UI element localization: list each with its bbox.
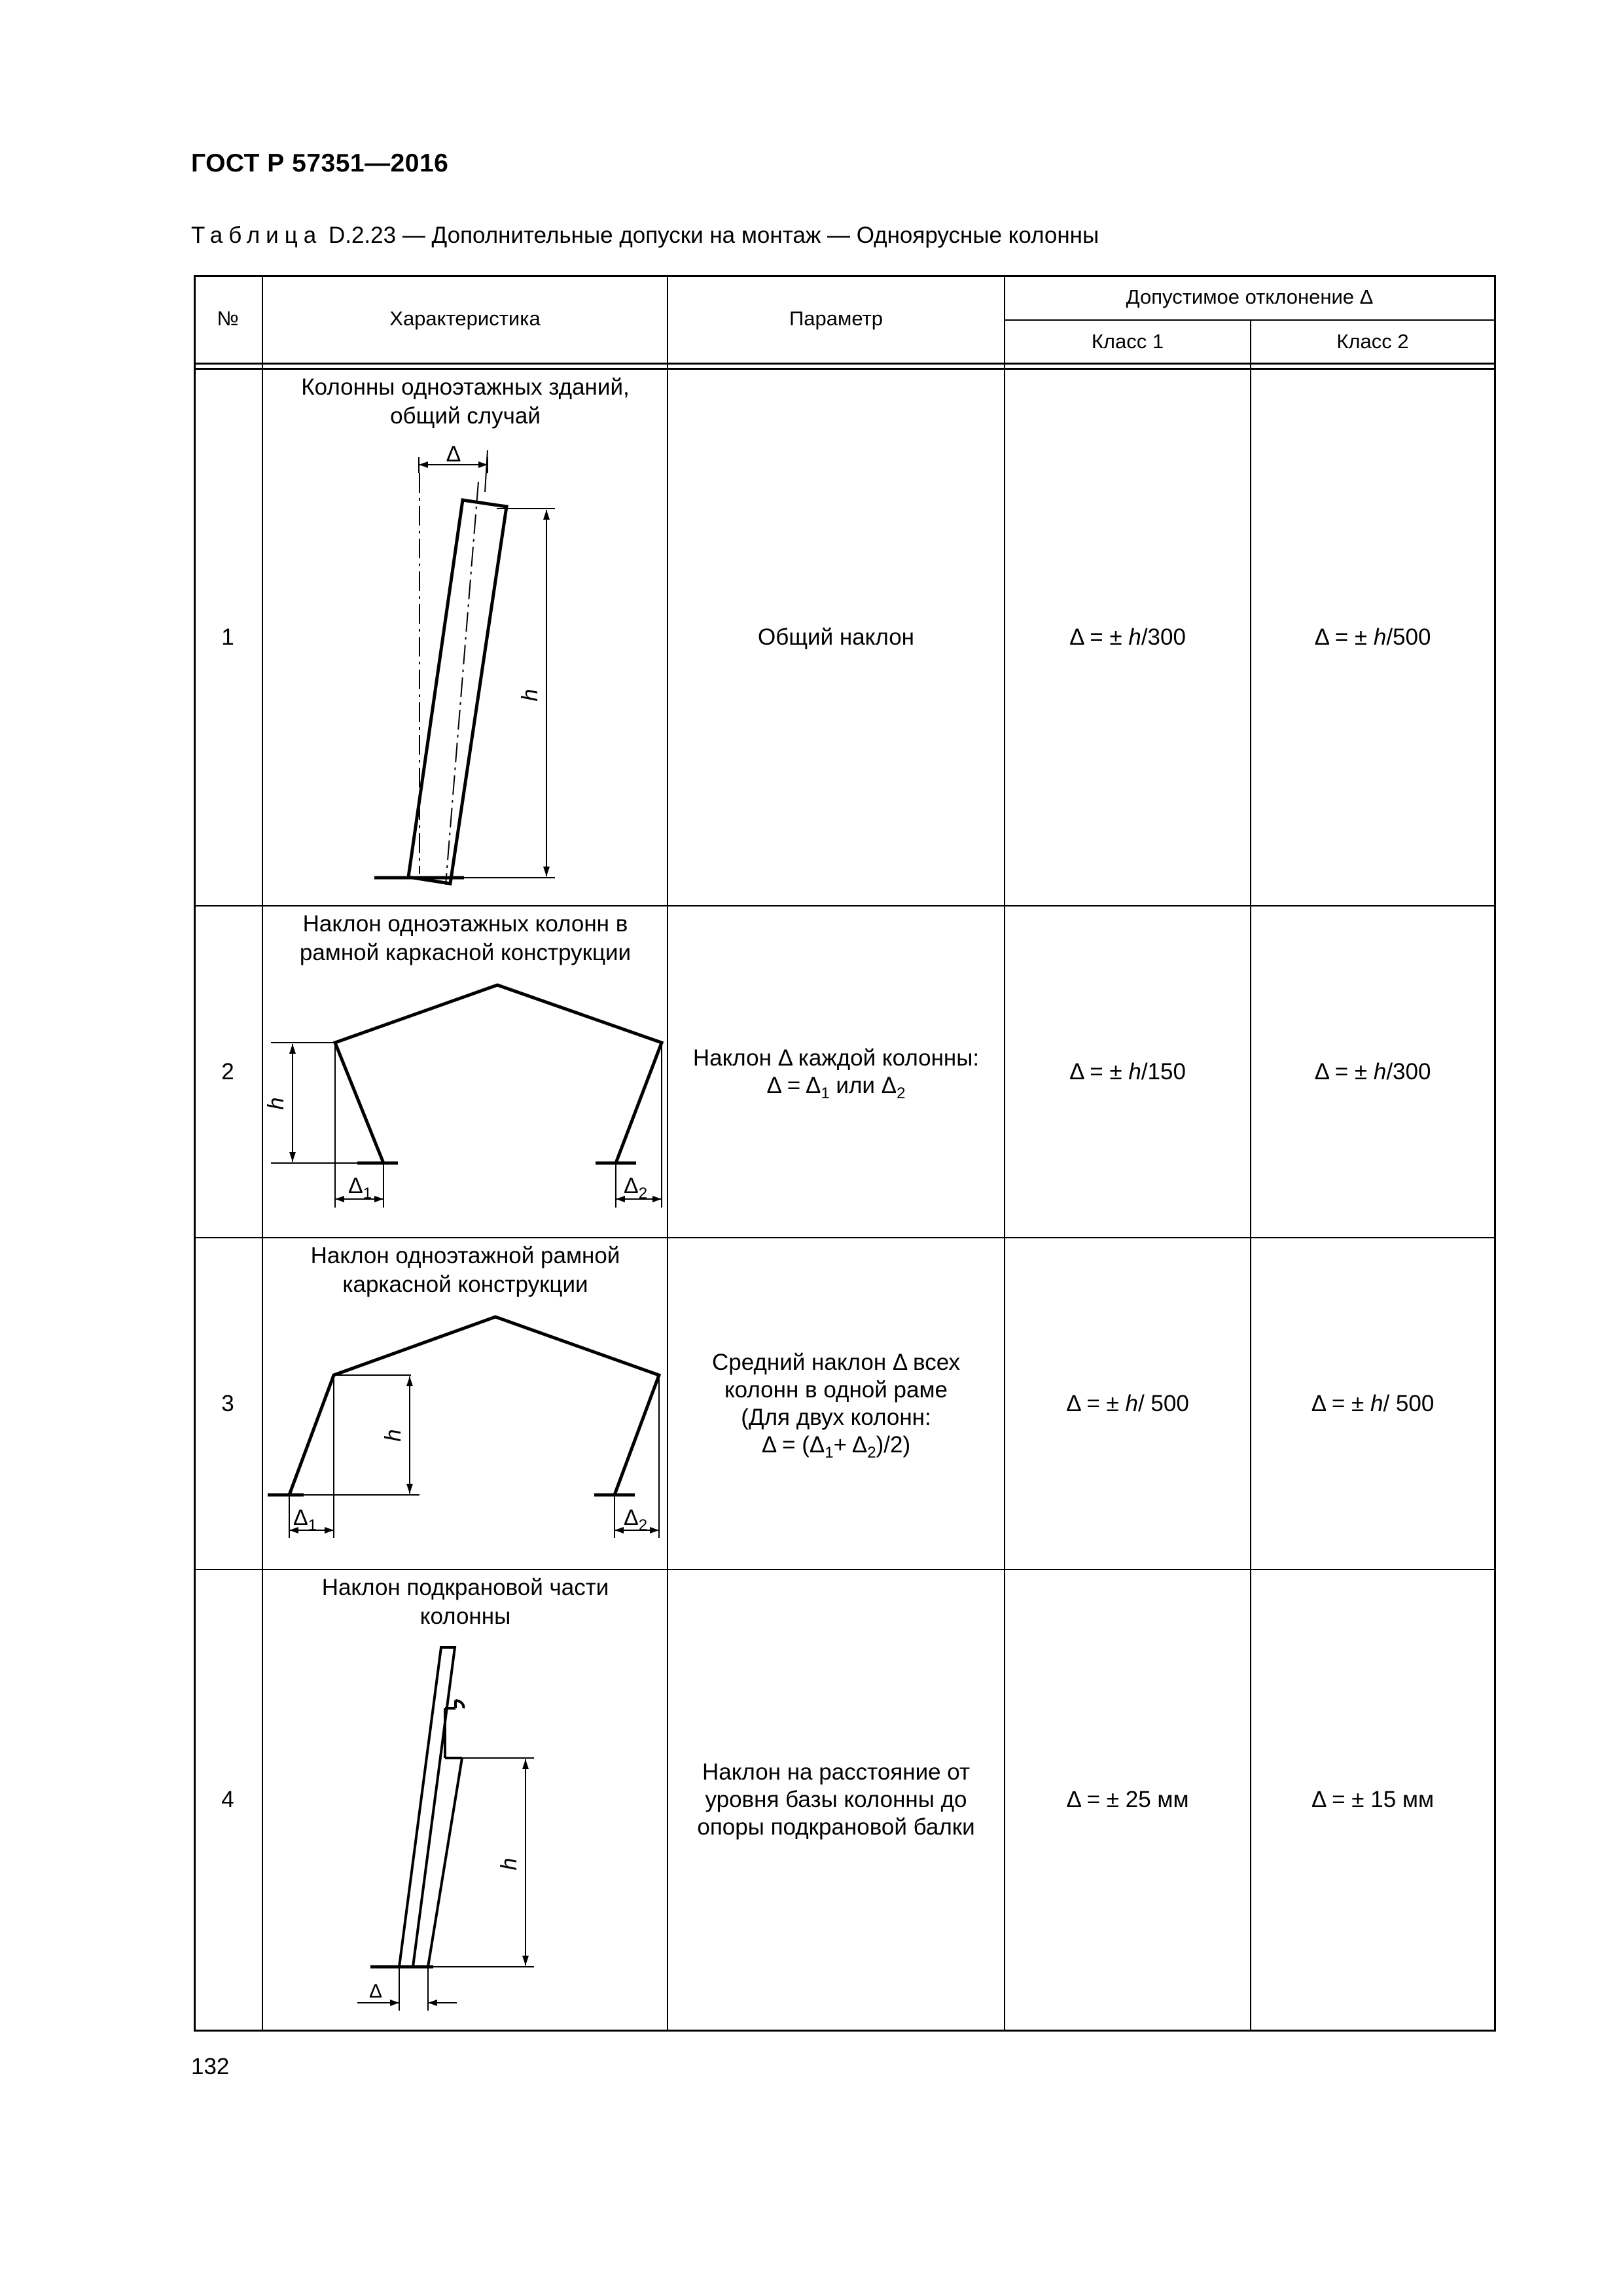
fig3-delta1-label: $\Delta_1$ <box>293 1505 317 1534</box>
row3-class2: Δ = ± h/ 500 <box>1311 1390 1435 1416</box>
standard-number: ГОСТ Р 57351—2016 <box>191 149 449 177</box>
page-number: 132 <box>191 2054 230 2079</box>
fig4-delta-label: Δ <box>369 1981 383 2002</box>
fig1-h-label: h <box>518 689 543 702</box>
row2-parameter: Наклон Δ каждой колонны: $\Delta = \Delta_1$ или $\Delta_2$ <box>692 1045 980 1102</box>
row3-title: Наклон одноэтажной рамной каркасной конструкции <box>310 1243 620 1297</box>
fig3-delta2-label: $\Delta_2$ <box>624 1505 648 1534</box>
fig2-h-label: h <box>264 1097 289 1110</box>
row4-title: Наклон подкрановой части колонны <box>321 1575 609 1629</box>
row2-class1: Δ = ± h/150 <box>1069 1058 1186 1085</box>
fig4-h-label: h <box>497 1857 522 1871</box>
row1-class1: Δ = ± h/300 <box>1069 624 1186 650</box>
caption-text: D.2.23 — Дополнительные допуски на монтаж — Одноярусные колонны <box>328 223 1099 248</box>
header-characteristic: Характеристика <box>389 307 541 330</box>
row1-parameter: Общий наклон <box>757 624 914 650</box>
row2-class2: Δ = ± h/300 <box>1314 1058 1431 1085</box>
row4-class2: Δ = ± 15 мм <box>1311 1787 1435 1812</box>
fig3-h-label: h <box>381 1429 406 1442</box>
header-parameter: Параметр <box>789 307 883 330</box>
row4-parameter: Наклон на расстояние от уровня базы колонны до опоры подкрановой балки <box>697 1759 975 1840</box>
row4-class1: Δ = ± 25 мм <box>1066 1787 1189 1812</box>
row1-num: 1 <box>221 624 234 650</box>
row3-num: 3 <box>221 1390 234 1416</box>
row4-num: 4 <box>221 1787 234 1812</box>
header-class1: Класс 1 <box>1091 330 1164 353</box>
fig2-delta1-label: $\Delta_1$ <box>348 1174 372 1202</box>
fig2-delta2-label: $\Delta_2$ <box>624 1174 648 1202</box>
row1-class2: Δ = ± h/500 <box>1314 624 1431 650</box>
row3-class1: Δ = ± h/ 500 <box>1066 1390 1189 1416</box>
row3-parameter: Средний наклон Δ всех колонн в одной раме (Для двух колонн: $\Delta = (\Delta_1+ \Delta_2)/2$) <box>712 1349 960 1462</box>
header-deviation: Допустимое отклонение Δ <box>1126 285 1374 308</box>
header-class2: Класс 2 <box>1336 330 1409 353</box>
header-num: № <box>217 307 239 330</box>
row1-title: Колонны одноэтажных зданий, общий случай <box>301 374 630 429</box>
row2-title: Наклон одноэтажных колонн в рамной каркасной конструкции <box>299 911 632 965</box>
fig1-delta-label: Δ <box>446 442 461 467</box>
table-caption <box>191 223 1099 249</box>
row2-num: 2 <box>221 1058 234 1085</box>
caption-label: Таблица <box>191 223 323 248</box>
